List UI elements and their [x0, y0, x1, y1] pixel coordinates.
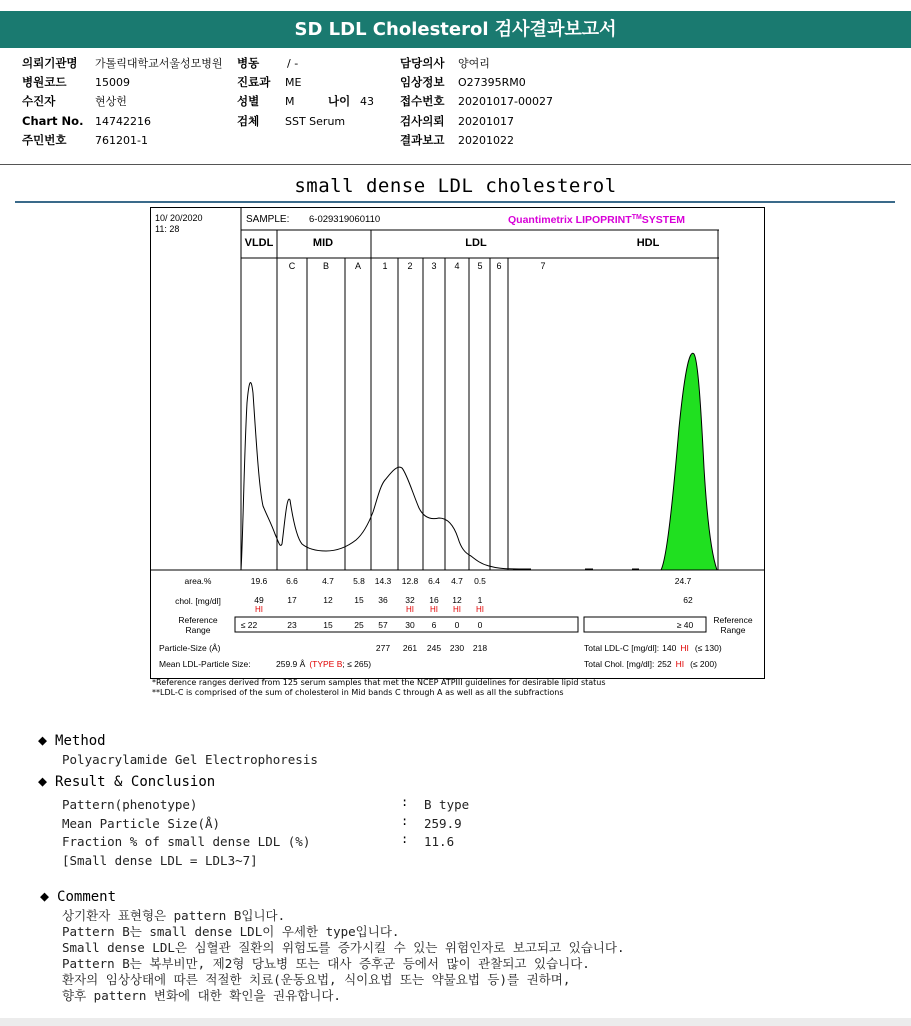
ward-value: / - — [287, 57, 299, 70]
band-b: B — [322, 261, 330, 271]
band-3: 3 — [431, 261, 437, 271]
doctor-value: 양여리 — [458, 57, 490, 70]
ref-5: 0 — [477, 620, 483, 630]
ref-c: 23 — [287, 620, 297, 630]
row-ref-label-2: Range — [185, 625, 211, 635]
band-7: 7 — [540, 261, 546, 271]
band-4: 4 — [454, 261, 460, 271]
row-area-label: area.% — [184, 576, 212, 586]
report-date-label: 결과보고 — [400, 133, 445, 147]
chart-no-value: 14742216 — [95, 115, 151, 128]
diamond-bullet-icon: ◆ — [38, 731, 48, 749]
hi-flag-vldl: HI — [255, 605, 263, 614]
row-ref-right-label-2: Range — [720, 625, 746, 635]
comment-line: Small dense LDL은 심혈관 질환의 위험도를 증가시킬 수 있는 위험인자로 보고되고 있습니다. — [62, 940, 625, 955]
band-c: C — [288, 261, 296, 271]
lipoprint-graph — [151, 208, 764, 678]
ref-hdl: ≥ 40 — [676, 620, 694, 630]
ref-4: 0 — [454, 620, 460, 630]
patient-value: 현상헌 — [95, 95, 127, 108]
comment-line: Pattern B는 복부비만, 제2형 당뇨병 또는 대사 증후군 등에서 많이 관찰되고 있습니다. — [62, 956, 590, 971]
receipt-label: 접수번호 — [400, 94, 445, 108]
hdl-peak — [661, 353, 717, 570]
sex-value: M — [285, 95, 295, 108]
group-hdl: HDL — [636, 237, 660, 249]
chol-a: 15 — [354, 595, 364, 605]
area-vldl: 19.6 — [250, 576, 268, 586]
size-3: 245 — [426, 643, 442, 653]
band-1: 1 — [382, 261, 388, 271]
ref-2: 30 — [405, 620, 415, 630]
result-value-size: 259.9 — [424, 816, 462, 831]
age-value: 43 — [360, 95, 374, 108]
row-size-label: Particle-Size (Å) — [159, 643, 221, 653]
hi-flags — [255, 605, 484, 614]
result-label-size: Mean Particle Size(Å) — [62, 816, 221, 831]
area-c: 6.6 — [286, 576, 298, 586]
request-date-label: 검사의뢰 — [400, 114, 445, 128]
area-3: 6.4 — [428, 576, 440, 586]
ref-b: 15 — [323, 620, 333, 630]
chol-hdl: 62 — [683, 595, 693, 605]
ward-label: 병동 — [237, 56, 260, 70]
department-value: ME — [285, 76, 302, 89]
sample-label: SAMPLE: — [246, 214, 290, 225]
method-text: Polyacrylamide Gel Electrophoresis — [62, 752, 318, 767]
group-ldl: LDL — [465, 237, 487, 249]
chol-vldl: 49 — [254, 595, 264, 605]
ref-a: 25 — [354, 620, 364, 630]
institution-value: 가톨릭대학교서울성모병원 — [95, 57, 223, 70]
section-title: small dense LDL cholesterol — [294, 175, 617, 197]
chol-1: 36 — [378, 595, 388, 605]
group-vldl: VLDL — [244, 237, 274, 249]
size-4: 230 — [449, 643, 465, 653]
page-title: SD LDL Cholesterol 검사결과보고서 — [0, 11, 911, 48]
chol-c: 17 — [287, 595, 297, 605]
patient-label: 수진자 — [22, 94, 56, 108]
hospital-code-value: 15009 — [95, 76, 130, 89]
chol-5: 1 — [477, 595, 483, 605]
size-1: 277 — [375, 643, 391, 653]
sex-label: 성별 — [237, 94, 260, 108]
total-chol-line: Total Chol. [mg/dl]: 252 HI (≤ 200) — [584, 659, 717, 669]
report-time: 11: 28 — [155, 224, 180, 234]
comment-line: 상기환자 표현형은 pattern B입니다. — [62, 908, 286, 923]
colon: : — [401, 795, 409, 809]
result-label-pattern: Pattern(phenotype) — [62, 797, 198, 812]
row-ref-label: Reference — [178, 615, 218, 625]
hi-flag-5: HI — [476, 605, 484, 614]
sample-value: 6-029319060110 — [309, 214, 381, 225]
header-divider — [0, 164, 911, 165]
footnote-1: *Reference ranges derived from 125 serum samples that met the NCEP ATPIII guidelines for desirable lipid status — [152, 678, 606, 687]
hospital-code-label: 병원코드 — [22, 75, 67, 89]
size-5: 218 — [472, 643, 488, 653]
comment-line: Pattern B는 small dense LDL이 우세한 type입니다. — [62, 924, 400, 939]
ref-3: 6 — [431, 620, 437, 630]
band-6: 6 — [496, 261, 502, 271]
area-b: 4.7 — [322, 576, 334, 586]
result-heading: ◆ Result & Conclusion — [38, 772, 216, 790]
area-hdl: 24.7 — [674, 576, 692, 586]
result-value-fraction: 11.6 — [424, 834, 455, 849]
mean-size-line: 259.9 Å (TYPE B; ≤ 265) — [276, 659, 372, 669]
chol-b: 12 — [323, 595, 333, 605]
brand-logo: Quantimetrix LIPOPRINT™SYSTEM — [508, 214, 685, 226]
colon: : — [401, 814, 409, 828]
report-date-value: 20201022 — [458, 134, 514, 147]
clinical-info-value: O27395RM0 — [458, 76, 526, 89]
result-label-fraction: Fraction % of small dense LDL (%) — [62, 834, 311, 849]
result-note: [Small dense LDL = LDL3~7] — [62, 853, 258, 868]
band-2: 2 — [407, 261, 413, 271]
diamond-bullet-icon: ◆ — [38, 772, 48, 790]
band-5: 5 — [477, 261, 483, 271]
chol-3: 16 — [429, 595, 439, 605]
hi-flag-4: HI — [453, 605, 461, 614]
request-date-value: 20201017 — [458, 115, 514, 128]
receipt-value: 20201017-00027 — [458, 95, 553, 108]
chol-4: 12 — [452, 595, 462, 605]
chol-2: 32 — [405, 595, 415, 605]
area-5: 0.5 — [474, 576, 486, 586]
ref-vldl: ≤ 22 — [240, 620, 258, 630]
result-value-pattern: B type — [424, 797, 470, 812]
method-heading: ◆ Method — [38, 731, 106, 749]
electropherogram — [241, 353, 741, 570]
group-mid: MID — [312, 237, 334, 249]
department-label: 진료과 — [237, 75, 271, 89]
resident-id-label: 주민번호 — [22, 133, 67, 147]
specimen-label: 검체 — [237, 114, 260, 128]
section-divider — [15, 201, 895, 203]
row-mean-label: Mean LDL-Particle Size: — [159, 659, 251, 669]
institution-label: 의뢰기관명 — [22, 56, 78, 70]
ref-1: 57 — [378, 620, 388, 630]
doctor-label: 담당의사 — [400, 56, 445, 70]
footnote-2: **LDL-C is comprised of the sum of cholesterol in Mid bands C through A as well as all the subfractions — [152, 688, 564, 697]
band-a: A — [354, 261, 362, 271]
hi-flag-2: HI — [406, 605, 414, 614]
comment-line: 환자의 임상상태에 따른 적절한 치료(운동요법, 식이요법 또는 약물요법 등)를 권하며, — [62, 972, 571, 987]
resident-id-value: 761201-1 — [95, 134, 148, 147]
area-2: 12.8 — [401, 576, 419, 586]
clinical-info-label: 임상정보 — [400, 75, 445, 89]
total-ldl-line: Total LDL-C [mg/dl]: 140 HI (≤ 130) — [584, 643, 722, 653]
hi-flag-3: HI — [430, 605, 438, 614]
lipoprint-report — [150, 207, 765, 679]
area-1: 14.3 — [374, 576, 392, 586]
row-chol-label: chol. [mg/dl] — [175, 596, 221, 606]
result-table — [159, 576, 753, 669]
curve-outline — [241, 383, 741, 570]
report-date: 10/ 20/2020 — [155, 213, 203, 223]
area-4: 4.7 — [451, 576, 463, 586]
chart-no-label: Chart No. — [22, 114, 84, 128]
specimen-value: SST Serum — [285, 115, 346, 128]
comment-line: 향후 pattern 변화에 대한 확인을 권유합니다. — [62, 988, 341, 1003]
band-dividers — [277, 230, 718, 570]
age-label: 나이 — [328, 94, 351, 108]
size-2: 261 — [402, 643, 418, 653]
area-a: 5.8 — [353, 576, 365, 586]
row-ref-right-label: Reference — [713, 615, 753, 625]
colon: : — [401, 832, 409, 846]
diamond-bullet-icon: ◆ — [40, 887, 50, 905]
comment-heading: ◆ Comment — [40, 887, 117, 905]
